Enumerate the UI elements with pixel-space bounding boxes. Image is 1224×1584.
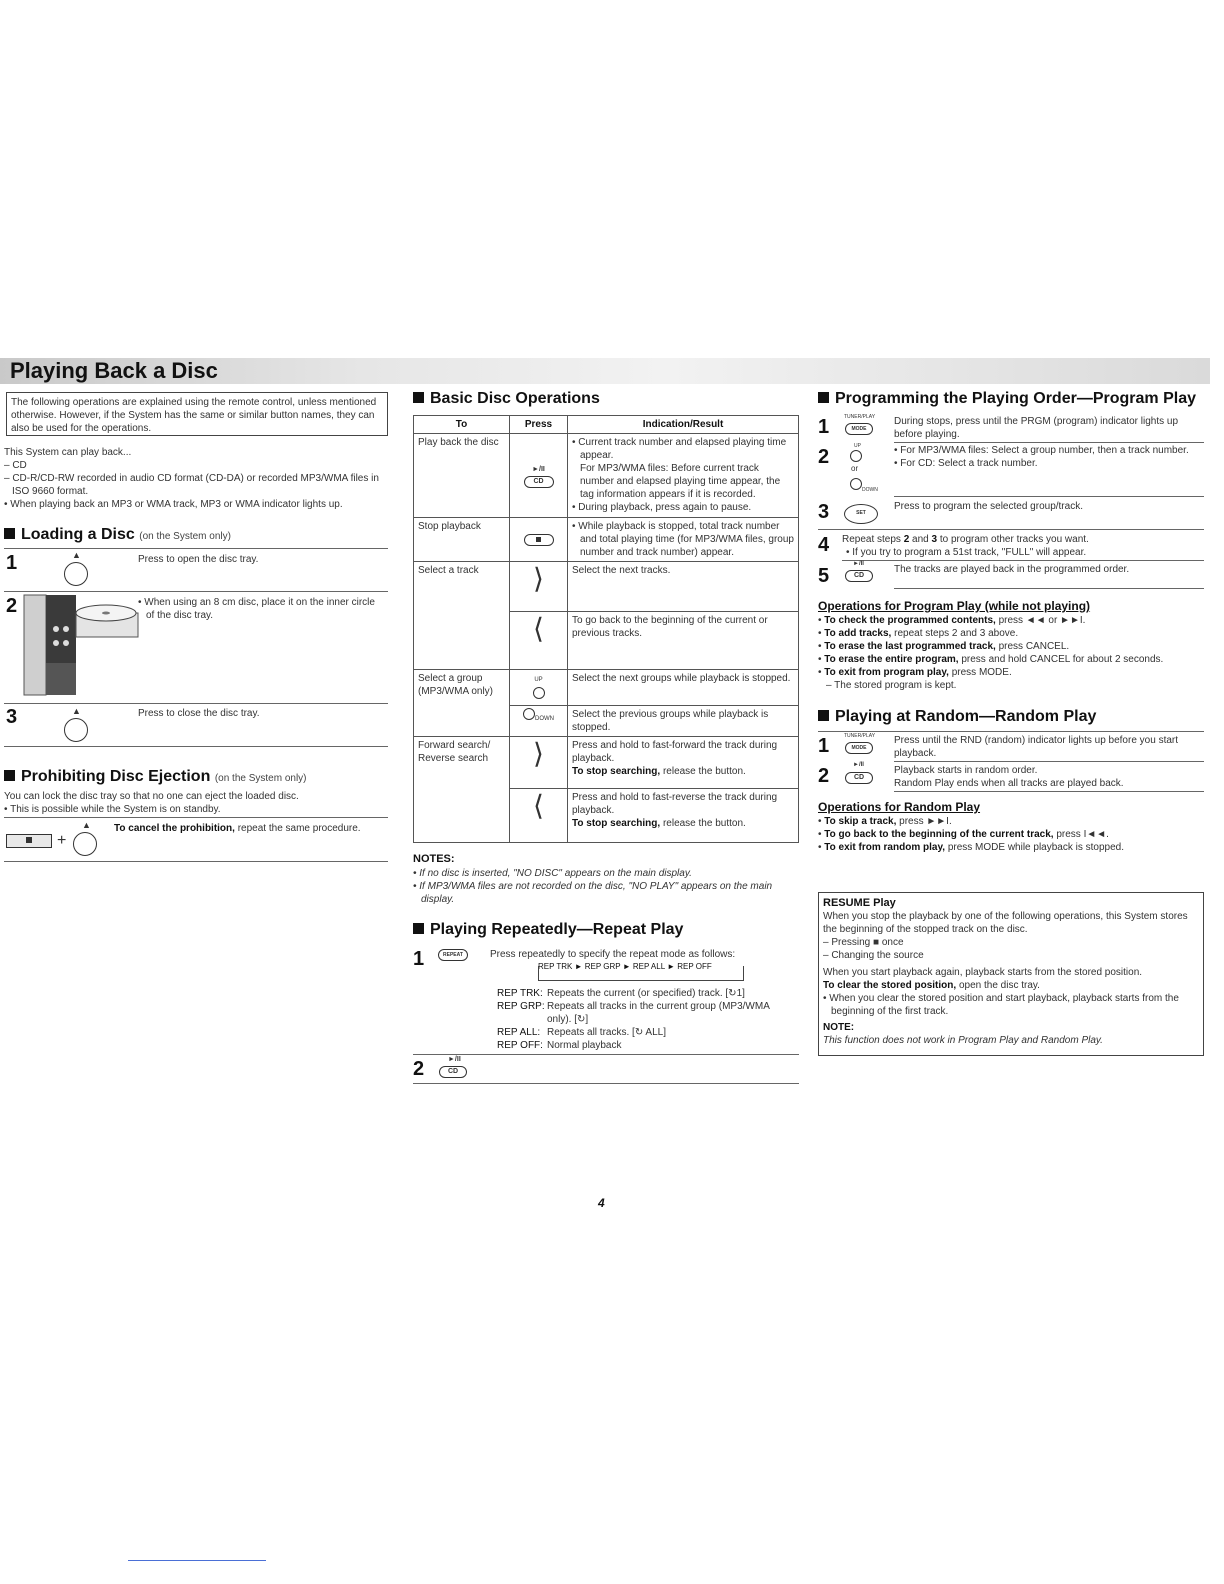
eject-icon: ▲ [82,820,91,830]
step-number: 2 [818,765,830,787]
repeat-heading [413,921,683,939]
list-item: • To exit from random play, press MODE while playback is stopped. [818,842,1125,853]
stop-button[interactable] [524,534,554,546]
divider [894,442,1204,443]
program-heading [818,390,1196,408]
list-item: • To exit from program play, press MODE. [818,667,1012,678]
up-button[interactable] [850,450,862,462]
step-text: and [909,534,932,545]
step-number: 1 [818,735,830,757]
step-number: 3 [818,501,830,523]
play-pause-label: ►/II [853,561,864,567]
cell-result [568,434,799,518]
divider [4,703,388,704]
op-bold: To add tracks, [824,628,892,639]
divider [4,861,388,862]
cd-play-button[interactable]: CD [439,1066,467,1078]
step-number: 3 [6,706,18,728]
op-rest: press and hold CANCEL for about 2 seconds. [958,654,1164,665]
op-bold: To skip a track, [824,816,897,827]
up-label: UP [854,443,861,449]
intro-box: The following operations are explained using the remote control, unless mentioned otherwise. However, if the System has the same or similar button names, they can also be used for the operations. [6,392,388,436]
list-item [497,1039,787,1052]
divider [4,591,388,592]
divider [4,817,388,818]
cell-to: Select a track [414,562,510,670]
cell-result: To go back to the beginning of the current or previous tracks. [568,612,799,670]
op-rest: press MODE while playback is stopped. [945,842,1125,853]
cell-to: Stop playback [414,518,510,562]
up-button[interactable] [533,687,545,699]
square-bullet-icon [413,392,424,403]
play-pause-label: ►/II [532,466,545,473]
mode-button[interactable]: MODE [845,742,873,754]
fast-reverse-icon[interactable]: ⟨ [533,790,544,821]
cancel-rest: repeat the same procedure. [234,823,361,834]
random-heading [818,708,1096,726]
cell-press [510,789,568,843]
stop-search-rest: release the button. [660,818,746,829]
list-item [497,987,787,1000]
loading-title: Loading a Disc [21,526,135,543]
step-text: Repeat steps [842,534,904,545]
program-ops-list [818,614,1204,692]
down-label: DOWN [535,716,554,722]
result-text: • During playback, press again to pause. [572,502,752,513]
or-text: or [851,464,859,473]
repeat-cycle: REP TRK ► REP GRP ► REP ALL ► REP OFF [538,962,712,971]
resume-text: When you stop the playback by one of the following operations, this System stores the beginning of the stopped track on the disc. [823,911,1188,935]
basic-operations-table [413,415,799,843]
basic-heading [413,390,600,408]
program-title: Programming the Playing Order—Program Play [835,390,1196,407]
op-bold: To erase the last programmed track, [824,641,996,652]
program-step1: During stops, press until the PRGM (program) indicator lights up before playing. [894,416,1179,440]
op-rest: press I◄◄. [1053,829,1109,840]
step-number: 1 [818,416,830,438]
square-bullet-icon [818,710,829,721]
table-row [414,737,799,789]
open-close-button[interactable] [64,718,88,742]
square-bullet-icon [413,923,424,934]
table-header-row [414,416,799,434]
list-item [497,1000,787,1026]
down-button[interactable] [850,478,862,490]
cell-press [510,612,568,670]
resume-box [818,892,1204,1056]
random-step1: Press until the RND (random) indicator lights up before you start playback. [894,735,1179,759]
op-rest: repeat steps 2 and 3 above. [891,628,1019,639]
step-text: Press to open the disc tray. [138,554,259,565]
loading-subtitle: (on the System only) [139,531,231,542]
step-text: • For CD: Select a track number. [894,458,1038,469]
resume-note-title: NOTE: [823,1022,855,1033]
program-step3: Press to program the selected group/track. [894,501,1083,512]
program-step4 [842,533,1202,559]
step-ref: 2 [903,534,910,545]
step-number: 2 [818,446,830,468]
resume-text: – Changing the source [823,950,924,961]
step-text: Press to close the disc tray. [138,708,260,719]
resume-text: When you start playback again, playback starts from the stored position. [823,967,1143,978]
mode-value: Repeats all tracks in the current group (MP3/WMA only). [↻] [547,1001,770,1025]
step-number: 2 [413,1058,425,1080]
resume-title: RESUME Play [823,897,896,909]
repeat-title: Playing Repeatedly—Repeat Play [430,921,684,938]
formats-block [4,446,388,511]
cell-press [510,670,568,706]
square-bullet-icon [818,392,829,403]
list-item: • To check the programmed contents, press ◄◄ or ►►I. [818,615,1086,626]
prohibiting-heading [4,768,307,786]
op-bold: To check the programmed contents, [824,615,996,626]
stop-search-rest: release the button. [660,766,746,777]
cancel-bold: To cancel the prohibition, [114,823,235,834]
down-button[interactable] [523,708,535,720]
cd-play-button[interactable]: CD [845,772,873,784]
set-button[interactable]: SET [844,504,878,524]
eject-icon: ▲ [72,550,81,560]
divider [818,529,1204,530]
resume-clear-bold: To clear the stored position, [823,980,957,991]
repeat-button[interactable]: REPEAT [438,949,468,961]
resume-clear-rest: open the disc tray. [956,980,1040,991]
open-close-button[interactable] [73,832,97,856]
random-step2 [894,764,1124,790]
cell-to: Forward search/ Reverse search [414,737,510,843]
format-cdr: – CD-R/CD-RW recorded in audio CD format (CD-DA) or recorded MP3/WMA files in ISO 9660 format. [4,473,379,497]
play-pause-label: ►/II [853,762,864,768]
list-item: – The stored program is kept. [826,680,957,691]
mode-value: Repeats the current (or specified) track. [↻1] [547,988,745,999]
divider [894,588,1204,589]
col-header-result: Indication/Result [568,416,799,434]
op-rest: press ►►I. [896,816,952,827]
result-text: Press and hold to fast-reverse the track during playback. [572,792,778,816]
open-close-button[interactable] [64,562,88,586]
list-item: • To go back to the beginning of the current track, press I◄◄. [818,829,1109,840]
cd-play-button[interactable]: CD [524,476,554,488]
divider [4,746,388,747]
divider [4,548,388,549]
page-title: Playing Back a Disc [10,358,218,383]
step-number: 1 [6,552,18,574]
prohibiting-line1: You can lock the disc tray so that no one can eject the loaded disc. [4,791,299,802]
mode-value: Repeats all tracks. [↻ ALL] [547,1027,666,1038]
tuner-play-label: TUNER/PLAY [844,733,876,739]
repeat-modes [497,987,787,1052]
notes-list [413,867,793,906]
cell-to: Play back the disc [414,434,510,518]
stop-search-bold: To stop searching, [572,818,661,829]
result-text: Press and hold to fast-forward the track during playback. [572,740,778,764]
step-ref: 3 [931,534,938,545]
repeat-step1: Press repeatedly to specify the repeat mode as follows: [490,949,736,960]
cell-result: Select the next groups while playback is stopped. [568,670,799,706]
format-note: • When playing back an MP3 or WMA track, MP3 or WMA indicator lights up. [4,499,343,510]
play-pause-label: ►/II [448,1056,461,1063]
prohibiting-subtitle: (on the System only) [214,773,307,784]
mode-key: REP TRK: [497,988,543,999]
mode-button[interactable]: MODE [845,423,873,435]
table-row [414,670,799,706]
cell-result: • While playback is stopped, total track number and total playing time (for MP3/WMA files, group number and track number) appear. [568,518,799,562]
cd-play-button[interactable]: CD [845,570,873,582]
mode-value: Normal playback [547,1040,622,1051]
divider [413,1083,799,1084]
cell-to: Select a group (MP3/WMA only) [414,670,510,737]
system-can-play: This System can play back... [4,447,132,458]
op-rest: press MODE. [948,667,1012,678]
divider [894,496,1204,497]
table-row [414,434,799,518]
random-ops-list [818,815,1204,854]
step-number: 5 [818,565,830,587]
list-item: • To add tracks, repeat steps 2 and 3 above. [818,628,1019,639]
op-rest: press ◄◄ or ►►I. [995,615,1086,626]
result-text: • Current track number and elapsed playing time appear. [572,437,787,461]
step-text: • If you try to program a 51st track, "FULL" will appear. [846,547,1087,558]
op-bold: To go back to the beginning of the current track, [824,829,1054,840]
step-text: to program other tracks you want. [937,534,1089,545]
down-label: DOWN [862,487,878,493]
stop-icon [536,537,541,542]
format-cd: – CD [4,460,27,471]
square-bullet-icon [4,770,15,781]
op-bold: To exit from program play, [824,667,949,678]
divider [894,761,1204,762]
mode-key: REP GRP: [497,1001,545,1012]
op-rest: press CANCEL. [995,641,1070,652]
divider [842,560,1204,561]
divider [413,1054,799,1055]
cell-press [510,737,568,789]
list-item: • To erase the last programmed track, press CANCEL. [818,641,1070,652]
cell-result: Select the next tracks. [568,562,799,612]
list-item: • To erase the entire program, press and hold CANCEL for about 2 seconds. [818,654,1164,665]
list-item [497,1026,787,1039]
notes-title: NOTES: [413,853,455,865]
step-text: Random Play ends when all tracks are played back. [894,778,1124,789]
step-number: 2 [6,595,18,617]
op-bold: To erase the entire program, [824,654,959,665]
divider [894,791,1204,792]
cancel-prohibition [114,822,361,835]
page-number: 4 [598,1196,605,1210]
table-row [414,562,799,612]
note-item: • If MP3/WMA files are not recorded on the disc, "NO PLAY" appears on the main display. [413,881,773,905]
square-bullet-icon [4,528,15,539]
repeat-cycle-loop [538,966,744,981]
stop-search-bold: To stop searching, [572,766,661,777]
step-number: 4 [818,534,830,556]
program-step2 [894,444,1194,470]
table-row [414,518,799,562]
next-track-icon[interactable]: ⟩ [533,563,544,594]
up-label: UP [534,677,543,683]
cell-press [510,562,568,612]
plus-sign: + [57,832,67,849]
resume-note: This function does not work in Program Play and Random Play. [823,1035,1103,1046]
previous-track-icon[interactable]: ⟨ [533,613,544,644]
random-ops-title: Operations for Random Play [818,800,981,814]
cell-press [510,518,568,562]
cell-result: Select the previous groups while playback is stopped. [568,706,799,737]
divider [818,731,1204,732]
cell-press [510,434,568,518]
resume-text: • When you clear the stored position and start playback, playback starts from the beginning of the first track. [823,993,1179,1017]
mode-key: REP OFF: [497,1040,543,1051]
disc-tray-illustration [22,593,142,699]
step-number: 1 [413,948,425,970]
basic-title: Basic Disc Operations [430,390,600,407]
eject-icon: ▲ [72,706,81,716]
cell-result [568,789,799,843]
col-header-press: Press [510,416,568,434]
prohibiting-title: Prohibiting Disc Ejection [21,768,211,785]
step-text: Playback starts in random order. [894,765,1038,776]
program-ops-title: Operations for Program Play (while not playing) [818,599,1091,613]
random-title: Playing at Random—Random Play [835,708,1097,725]
program-step5: The tracks are played back in the programmed order. [894,564,1130,575]
cell-result [568,737,799,789]
footer-line [128,1560,266,1561]
stop-icon [26,837,32,843]
tuner-play-label: TUNER/PLAY [844,414,876,420]
note-item: • If no disc is inserted, "NO DISC" appears on the main display. [413,868,692,879]
op-bold: To exit from random play, [824,842,946,853]
fast-forward-icon[interactable]: ⟩ [533,738,544,769]
list-item: • To skip a track, press ►►I. [818,816,952,827]
step-text: • When using an 8 cm disc, place it on the inner circle of the disc tray. [138,597,375,621]
cell-press [510,706,568,737]
mode-key: REP ALL: [497,1027,541,1038]
resume-text: – Pressing ■ once [823,937,904,948]
prohibiting-line2: • This is possible while the System is on standby. [4,804,221,815]
loading-heading [4,526,231,544]
col-header-to: To [414,416,510,434]
step-text: • For MP3/WMA files: Select a group number, then a track number. [894,445,1189,456]
result-text: For MP3/WMA files: Before current track number and elapsed playing time appear, the tag information appears if it is recorded. [580,463,781,500]
